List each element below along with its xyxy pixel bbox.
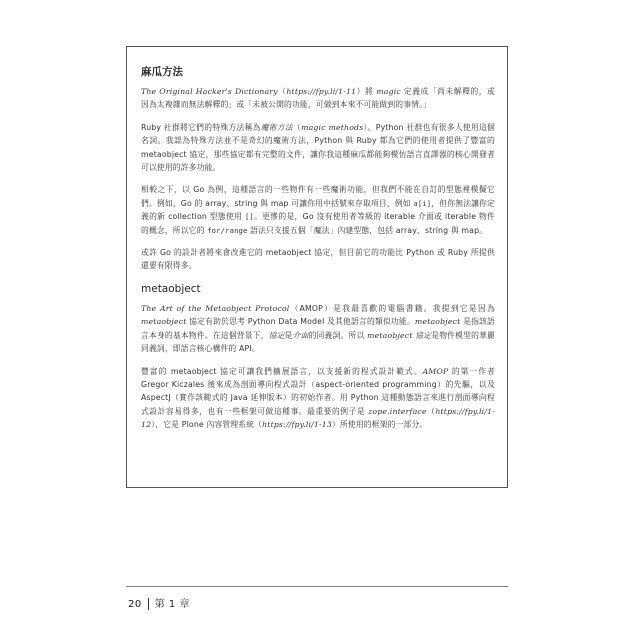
sidebar-heading: 麻瓜方法: [141, 66, 183, 78]
paragraph-ruby: Ruby 社群將它們的特殊方法稱為魔術方法（magic methods）。Python 社群也有很多人使用這個名詞。我認為特殊方法並不是奇幻的魔術方法，Python 與 Ruby 都為它們的使用者提供了豐富的 metaobject 協定，那些協定都有完整的文件，讓你我這種麻瓜都能夠模仿語言直譯器的核心開發者可以使用的許多功能。: [141, 122, 495, 173]
link-url[interactable]: https://fpy.li/1-12: [141, 406, 495, 430]
paragraph-amop: The Art of the Metaobject Protocol（AMOP）是我最喜歡的電腦書籍。我提到它是因為 metaobject 協定有助於思考 Python Data Model 及其他語言的類似功能。metaobject 是指該語言本身的基本物件。在這個背景下，協定是介面的同義詞。所以 metaobject 協定是物件模型的華麗同義詞，即語言核心構件的 API。: [141, 303, 496, 354]
chapter-label: 第 1 章: [154, 599, 190, 610]
book-title: The Art of the Metaobject Protocol: [141, 303, 290, 313]
paragraph-go: 相較之下，以 Go 為例，這種語言的一些物件有一些魔術功能，但我們不能在自訂的型態裡模擬它們。例如，Go 的 array、string 與 map 可讓你用中括號來存取項目，例如 a[i]，但你無法讓你定義的新 collection 型態使用 []。更慘的是，Go 沒有使用者等級的 iterable 介面或 iterable 物件的概念，所以它的 for/range 語法只支援五個「魔法」內建型態，包括 array、string 與 map。: [141, 185, 495, 235]
link-url[interactable]: https://fpy.li/1-11: [286, 87, 357, 96]
sidebar-box: [126, 46, 508, 488]
page-footer: [126, 586, 508, 614]
page-number: 20: [128, 599, 142, 610]
sidebar-subheading: metaobject: [141, 282, 201, 295]
link-url[interactable]: https://fpy.li/1-13: [262, 420, 333, 430]
footer-rule: [126, 586, 508, 587]
footer-separator: [148, 598, 149, 610]
paragraph-go-future: 或許 Go 的設計者將來會改進它的 metaobject 協定，但目前它的功能比 Python 或 Ruby 所提供還要有限得多。: [141, 248, 495, 271]
book-title: The Original Hacker's Dictionary: [141, 87, 278, 96]
paragraph-aspect: 豐富的 metaobject 協定可讓我們擴展語言，以支援新的程式設計範式。AMOP 的第一作者 Gregor Kiczales 後來成為剖面導向程式設計（aspect-oriented programming）的先驅，以及 AspectJ（實作該範式的 Java 延伸版本）的初始作者。用 Python 這種動態語言來進行剖面導向程式設計容易得多，也有一些框架可做這種事。最重要的例子是 zope.interface（https://fpy.li/1-12），它是 Plone 內容管理系統（https://fpy.li/1-13）所使用的框架的一部分。: [141, 366, 495, 430]
paragraph-magic-definition: The Original Hacker's Dictionary（https://fpy.li/1-11）將 magic 定義成「尚未解釋的，或因為太複雜而無法解釋的」或「未被公開的功能，可做到本來不可能做到的事情。」: [141, 87, 496, 110]
